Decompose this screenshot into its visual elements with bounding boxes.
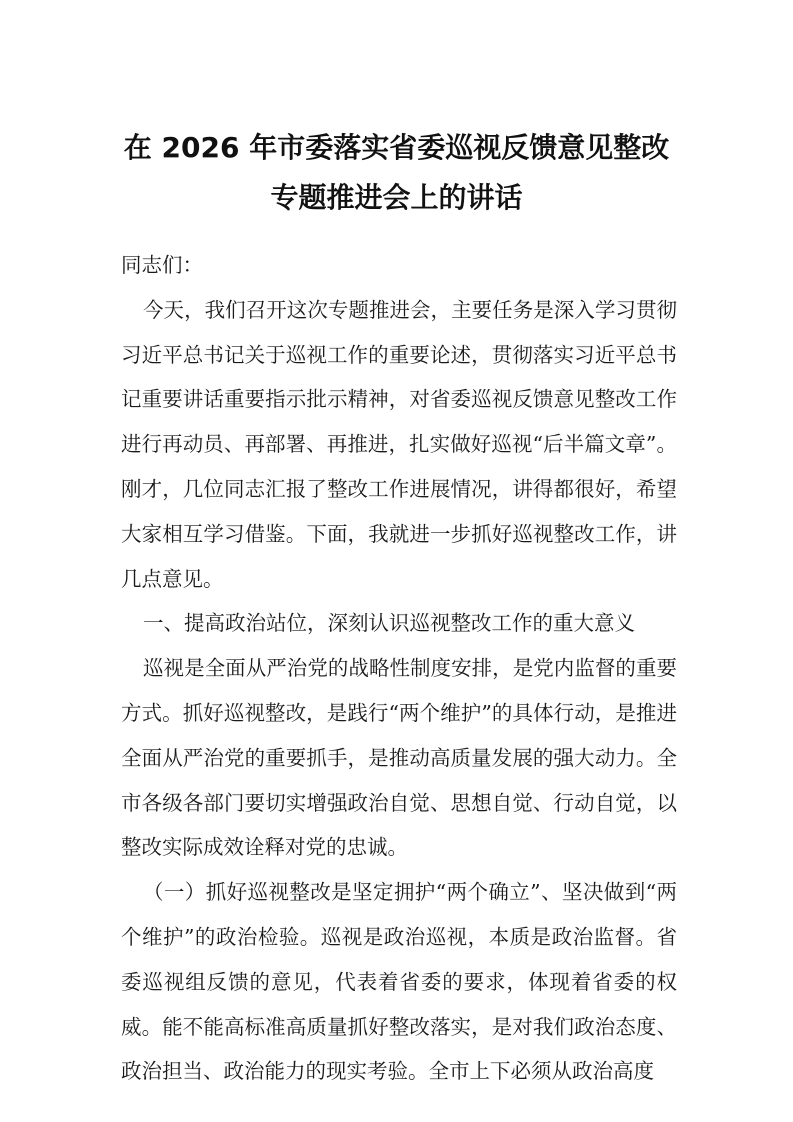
paragraph-intro: 今天，我们召开这次专题推进会，主要任务是深入学习贯彻习近平总书记关于巡视工作的重要论述，贯彻落实习近平总书记重要讲话重要指示批示精神，对省委巡视反馈意见整改工作进行再动员、再部署、再推进，扎实做好巡视“后半篇文章”。刚才，几位同志汇报了整改工作进展情况，讲得都很好，希望大家相互学习借鉴。下面，我就进一步抓好巡视整改工作，讲几点意见。 bbox=[121, 297, 677, 591]
document-title-line-2: 专题推进会上的讲话 bbox=[270, 181, 523, 214]
document-body bbox=[121, 243, 677, 1094]
document-title-line-1: 在 2026 年市委落实省委巡视反馈意见整改 bbox=[123, 131, 670, 164]
salutation: 同志们： bbox=[121, 253, 203, 277]
paragraph-section-1: 巡视是全面从严治党的战略性制度安排，是党内监督的重要方式。抓好巡视整改，是践行“两个维护”的具体行动，是推进全面从严治党的重要抓手，是推动高质量发展的强大动力。全市各级各部门要切实增强政治自觉、思想自觉、行动自觉，以整改实际成效诠释对党的忠诚。 bbox=[121, 656, 677, 860]
paragraph-subsection-1: （一）抓好巡视整改是坚定拥护“两个确立”、坚决做到“两个维护”的政治检验。巡视是政治巡视，本质是政治监督。省委巡视组反馈的意见，代表着省委的要求，体现着省委的权威。能不能高标准高质量抓好整改落实，是对我们政治态度、政治担当、政治能力的现实考验。全市上下必须从政治高度 bbox=[121, 880, 677, 1084]
section-heading-1: 一、提高政治站位，深刻认识巡视整改工作的重大意义 bbox=[143, 611, 635, 636]
